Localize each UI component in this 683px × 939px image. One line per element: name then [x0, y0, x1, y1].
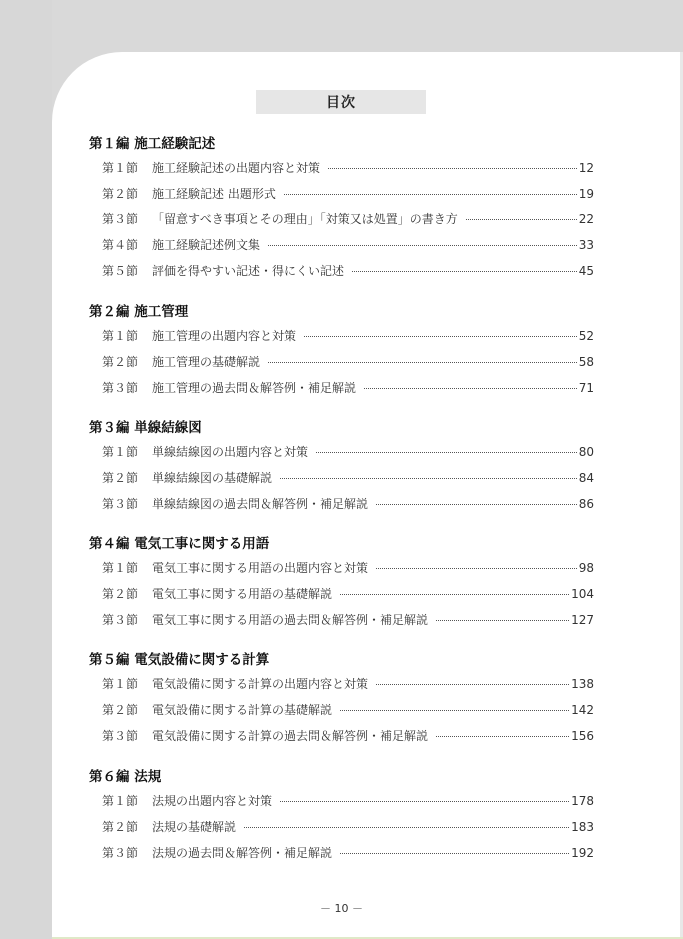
- section-title: 単線結線図の出題内容と対策: [152, 445, 309, 459]
- page-number: 58: [578, 355, 594, 369]
- page-number: 183: [571, 820, 594, 834]
- toc-entry[interactable]: [102, 611, 594, 628]
- part-heading: 第１編 施工経験記述: [89, 136, 216, 152]
- section-number: 第３節: [102, 729, 139, 743]
- page-number: 138: [571, 677, 594, 691]
- section-number: 第３節: [102, 212, 139, 226]
- page-number: 192: [571, 846, 594, 860]
- section-title: 電気設備に関する計算の出題内容と対策: [152, 677, 369, 691]
- section-number: 第２節: [102, 187, 139, 201]
- dot-leader: [280, 801, 569, 802]
- dot-leader: [268, 362, 577, 363]
- toc-entry[interactable]: [102, 327, 594, 344]
- toc-entry[interactable]: [102, 353, 594, 370]
- toc-title: 目次: [256, 90, 426, 114]
- section-number: 第２節: [102, 820, 139, 834]
- section-title: 単線結線図の過去問＆解答例・補足解説: [152, 497, 369, 511]
- dot-leader: [376, 504, 577, 505]
- dot-leader: [364, 388, 577, 389]
- section-title: 評価を得やすい記述・得にくい記述: [152, 264, 345, 278]
- toc-entry[interactable]: [102, 236, 594, 253]
- section-number: 第３節: [102, 846, 139, 860]
- page-number: 127: [571, 613, 594, 627]
- dot-leader: [280, 478, 577, 479]
- section-number: 第１節: [102, 329, 139, 343]
- dot-leader: [316, 452, 577, 453]
- section-number: 第１節: [102, 445, 139, 459]
- section-title: 法規の過去問＆解答例・補足解説: [152, 846, 333, 860]
- page-number: 142: [571, 703, 594, 717]
- section-number: 第４節: [102, 238, 139, 252]
- page-number: 84: [578, 471, 594, 485]
- page-number: 80: [578, 445, 594, 459]
- toc-entry[interactable]: [102, 675, 594, 692]
- dot-leader: [376, 568, 577, 569]
- page-number: 52: [578, 329, 594, 343]
- page-number: 86: [578, 497, 594, 511]
- section-title: 電気設備に関する計算の基礎解説: [152, 703, 333, 717]
- toc-entry[interactable]: [102, 210, 594, 227]
- page-number: 104: [571, 587, 594, 601]
- page-number: 45: [578, 264, 594, 278]
- section-title: 施工管理の過去問＆解答例・補足解説: [152, 381, 357, 395]
- section-number: 第２節: [102, 471, 139, 485]
- section-title: 法規の基礎解説: [152, 820, 237, 834]
- part-heading: 第４編 電気工事に関する用語: [89, 536, 270, 552]
- section-number: 第１節: [102, 677, 139, 691]
- dot-leader: [304, 336, 577, 337]
- section-title: 電気工事に関する用語の過去問＆解答例・補足解説: [152, 613, 429, 627]
- section-title: 法規の出題内容と対策: [152, 794, 273, 808]
- dot-leader: [436, 620, 569, 621]
- toc-entry[interactable]: [102, 792, 594, 809]
- dot-leader: [436, 736, 569, 737]
- part-heading: 第５編 電気設備に関する計算: [89, 652, 270, 668]
- toc-entry[interactable]: [102, 469, 594, 486]
- page-number: 33: [578, 238, 594, 252]
- dot-leader: [284, 194, 577, 195]
- dot-leader: [244, 827, 569, 828]
- page-number: 12: [578, 161, 594, 175]
- part-heading: 第６編 法規: [89, 769, 162, 785]
- section-number: 第２節: [102, 355, 139, 369]
- section-title: 施工経験記述 出題形式: [152, 187, 276, 201]
- section-number: 第３節: [102, 613, 139, 627]
- toc-entry[interactable]: [102, 844, 594, 861]
- section-title: 施工経験記述例文集: [152, 238, 261, 252]
- page-footer-number: － 10 －: [320, 902, 363, 915]
- section-title: 施工経験記述の出題内容と対策: [152, 161, 321, 175]
- section-number: 第１節: [102, 561, 139, 575]
- toc-entry[interactable]: [102, 379, 594, 396]
- toc-entry[interactable]: [102, 585, 594, 602]
- toc-entry[interactable]: [102, 159, 594, 176]
- toc-entry[interactable]: [102, 701, 594, 718]
- section-title: 電気設備に関する計算の過去問＆解答例・補足解説: [152, 729, 429, 743]
- viewer-left-margin: [0, 0, 52, 939]
- section-number: 第３節: [102, 497, 139, 511]
- dot-leader: [466, 219, 577, 220]
- dot-leader: [340, 594, 569, 595]
- section-title: 単線結線図の基礎解説: [152, 471, 273, 485]
- toc-entry[interactable]: [102, 185, 594, 202]
- section-title: 「留意すべき事項とその理由」「対策又は処置」の書き方: [152, 212, 458, 226]
- dot-leader: [328, 168, 577, 169]
- section-number: 第１節: [102, 161, 139, 175]
- toc-entry[interactable]: [102, 262, 594, 279]
- section-title: 電気工事に関する用語の出題内容と対策: [152, 561, 369, 575]
- toc-entry[interactable]: [102, 727, 594, 744]
- part-heading: 第３編 単線結線図: [89, 420, 202, 436]
- dot-leader: [340, 710, 569, 711]
- page-number: 22: [578, 212, 594, 226]
- toc-entry[interactable]: [102, 495, 594, 512]
- toc-entry[interactable]: [102, 443, 594, 460]
- dot-leader: [376, 684, 569, 685]
- section-number: 第３節: [102, 381, 139, 395]
- section-number: 第２節: [102, 587, 139, 601]
- dot-leader: [352, 271, 577, 272]
- section-title: 施工管理の基礎解説: [152, 355, 261, 369]
- page-number: 178: [571, 794, 594, 808]
- page-number: 156: [571, 729, 594, 743]
- dot-leader: [340, 853, 569, 854]
- section-title: 施工管理の出題内容と対策: [152, 329, 297, 343]
- section-number: 第５節: [102, 264, 139, 278]
- section-number: 第１節: [102, 794, 139, 808]
- page-number: 98: [578, 561, 594, 575]
- section-title: 電気工事に関する用語の基礎解説: [152, 587, 333, 601]
- page-number: 19: [578, 187, 594, 201]
- section-number: 第２節: [102, 703, 139, 717]
- toc-entry[interactable]: [102, 559, 594, 576]
- part-heading: 第２編 施工管理: [89, 304, 189, 320]
- page-number: 71: [578, 381, 594, 395]
- toc-entry[interactable]: [102, 818, 594, 835]
- dot-leader: [268, 245, 577, 246]
